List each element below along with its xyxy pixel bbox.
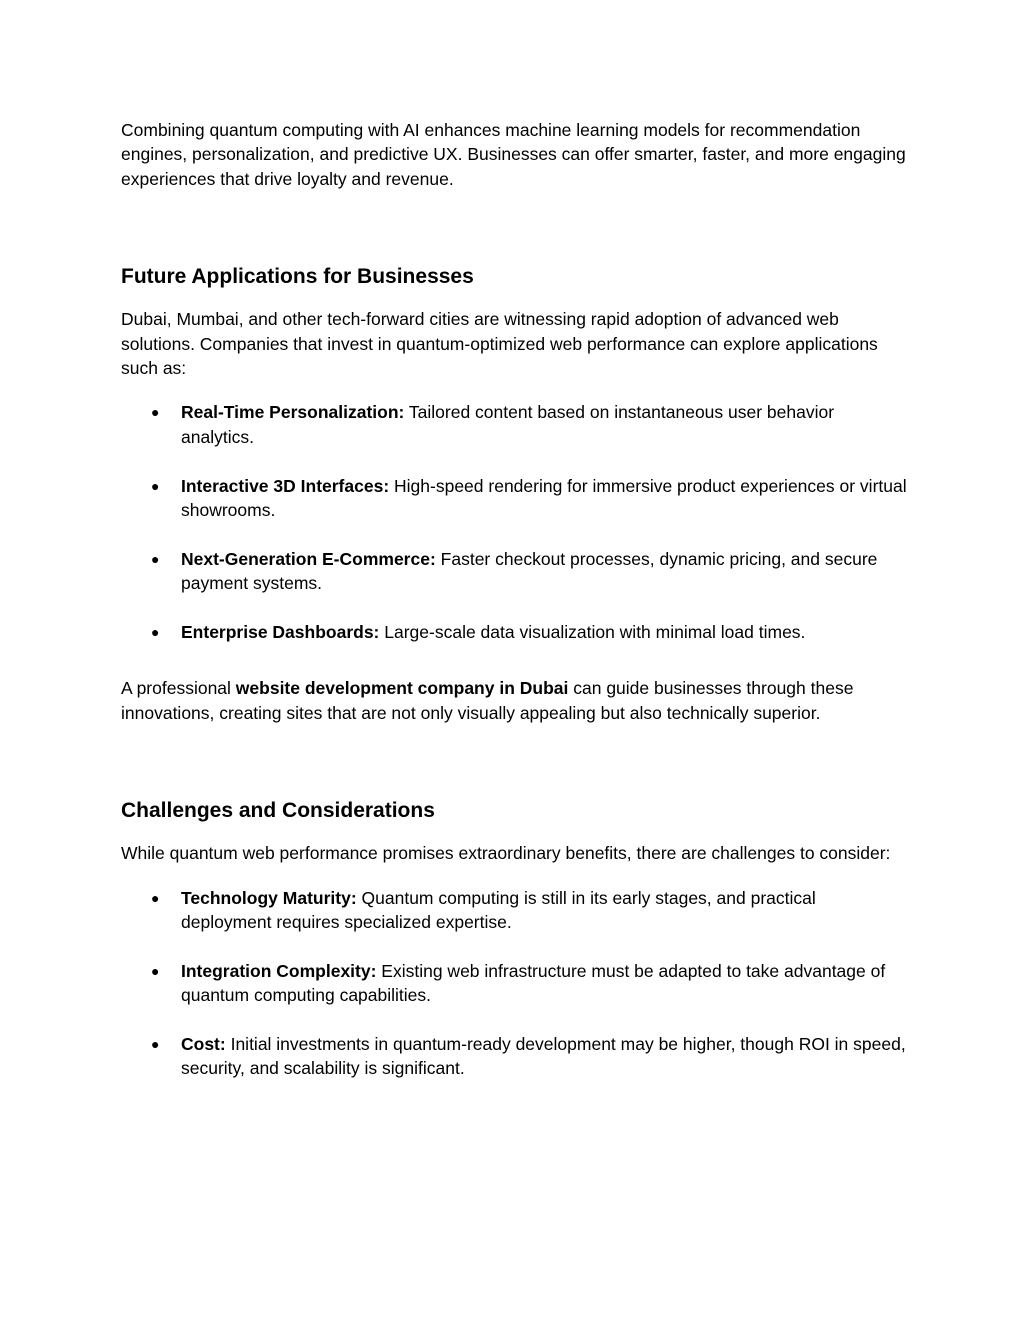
- list-item: [121, 620, 911, 644]
- document-page: [121, 118, 911, 1081]
- list-item: [121, 886, 911, 935]
- future-applications-paragraph: Dubai, Mumbai, and other tech-forward cities are witnessing rapid adoption of advanced web solutions. Companies that invest in quantum-optimized web performance can explore applications such as:: [121, 309, 878, 379]
- bullet-icon: ●: [151, 550, 160, 567]
- challenges-paragraph: While quantum web performance promises extraordinary benefits, there are challenges to consider:: [121, 843, 891, 864]
- bullet-icon: ●: [151, 477, 160, 494]
- list-item-description: Initial investments in quantum-ready development may be higher, though ROI in speed, security, and scalability is significant.: [181, 1034, 906, 1079]
- list-item: [121, 547, 911, 596]
- list-item-term: Enterprise Dashboards:: [181, 622, 380, 643]
- list-item-term: Integration Complexity:: [181, 960, 377, 981]
- future-applications-list: [121, 400, 911, 644]
- intro-paragraph: Combining quantum computing with AI enhances machine learning models for recommendation engines, personalization, and predictive UX. Businesses can offer smarter, faster, and more engaging experiences that drive loyalty and revenue.: [121, 120, 906, 189]
- bullet-icon: ●: [151, 889, 160, 906]
- closing-text-before: A professional: [121, 678, 236, 699]
- list-item: [121, 1032, 911, 1081]
- section-heading-future-applications: Future Applications for Businesses: [121, 265, 474, 289]
- list-item-description: Faster checkout processes, dynamic pricing, and secure payment systems.: [181, 548, 878, 594]
- closing-paragraph: [121, 676, 911, 725]
- list-item-description: High-speed rendering for immersive product experiences or virtual showrooms.: [181, 475, 907, 521]
- closing-text-after: can guide businesses through these innovations, creating sites that are not only visually appealing but also technically superior.: [121, 678, 854, 723]
- challenges-list: [121, 886, 911, 1081]
- closing-bold-phrase: website development company in Dubai: [235, 678, 569, 699]
- list-item-term: Interactive 3D Interfaces:: [181, 475, 390, 496]
- list-item-description: Large-scale data visualization with minimal load times.: [379, 622, 806, 643]
- list-item-term: Next-Generation E-Commerce:: [181, 548, 436, 569]
- list-item: [121, 474, 911, 523]
- list-item-description: Quantum computing is still in its early stages, and practical deployment requires specialized expertise.: [181, 887, 816, 933]
- bullet-icon: ●: [151, 624, 160, 641]
- list-item-description: Existing web infrastructure must be adapted to take advantage of quantum computing capabilities.: [181, 960, 886, 1006]
- list-item-term: Cost:: [181, 1034, 226, 1055]
- list-item-term: Real-Time Personalization:: [181, 402, 405, 423]
- list-item: [121, 959, 911, 1008]
- bullet-icon: ●: [151, 1036, 160, 1053]
- list-item: [121, 400, 911, 449]
- bullet-icon: ●: [151, 404, 160, 421]
- section-heading-challenges: Challenges and Considerations: [121, 799, 435, 823]
- list-item-term: Technology Maturity:: [181, 887, 357, 908]
- bullet-icon: ●: [151, 962, 160, 979]
- list-item-description: Tailored content based on instantaneous user behavior analytics.: [181, 402, 835, 447]
